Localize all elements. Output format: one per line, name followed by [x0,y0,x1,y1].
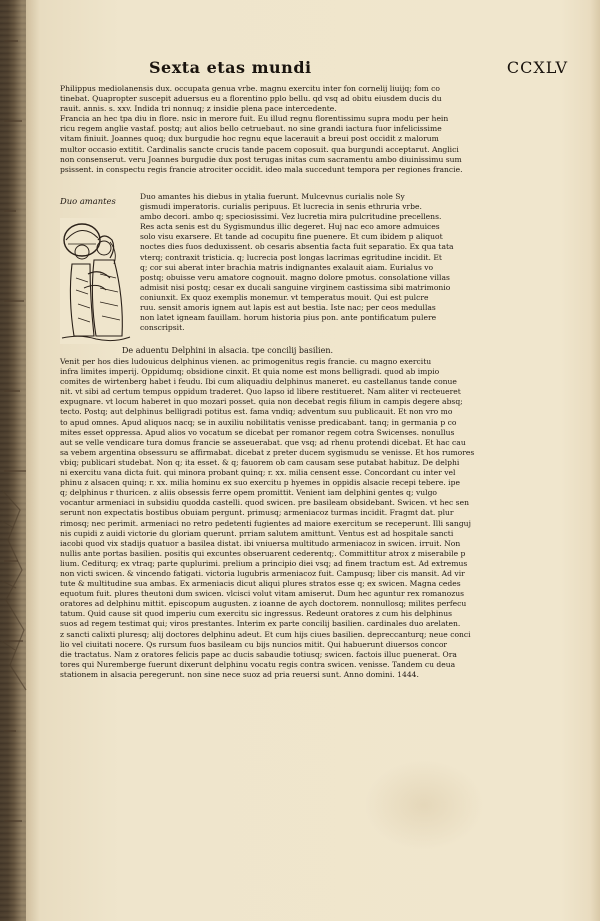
previous-page-edge [0,0,34,921]
text-line: ruu. sensit amoris ignem aut lapis est aut bestia. Iste nac; per ceos medullas [140,303,436,313]
text-line: ni exercitu vana dicta fuit. qui minora probant quinq; r. xx. milia censent esse. Concordant cu inter vel [60,468,456,478]
woodcut-two-lovers-illustration [60,218,132,344]
text-line: lium. Cediturq; ex vtraq; parte quplurimi. prelium a principio diei vsq; ad finem tractum est. Ad extremus [60,558,468,568]
text-line: iacobi quod vix stadijs quatuor a basilea distat. ibi vniuersa multitudo armeniacoz in swicen. irruit. Non [60,538,461,548]
text-line: nullis ante portas basilien. positis qui excuntes obseruarent cederentq;. Committitur atrox z miserabile p [60,548,466,558]
text-line: postq; obuisse veru amatore cognouit. magno dolore pmotus. consolatione villas [140,272,450,282]
text-line: rauit. annis. s. xxv. Indida tri nonnuq; z insidie plena pace intercedente. [60,104,337,114]
text-line: tores qui Nuremberge fuerunt dixerunt delphinu vocatu regis contra swicen. venisse. Tandem cu deua [60,659,456,669]
paragraph-block-philippus [60,84,572,175]
text-line: Res acta senis est du Sygismundus illic degeret. Huj nac eco amore admuices [140,222,440,232]
adjacent-page-woodcut-fragment [0,480,30,700]
text-line: equotum fuit. plures theutoni dum swicen. vlcisci volut vitam amiserut. Dum hec aguntur rex romanozus [60,589,465,599]
text-line: tute & multitudine sua ambas. Ex armeniacis dicut aliqui plures stratos esse q; ex swicen. Magna cedes [60,579,461,589]
text-line: psissent. in conspectu regis francie atrociter occidit. ideo mala succedunt tempora per regiones francie. [60,164,463,174]
text-line: tatum. Quid cause sit quod imperiu cum exercitu sic ingressus. Redeunt oratores z cum his delphinus [60,609,453,619]
text-line: coniunxit. Ex quoz exemplis monemur. vt temperatus mouit. Qui est pulcre [140,292,429,302]
text-line: non consenserut. veru Joannes burgudie dux post terugas initas cum sacramentu ambo diuinissimu sum [60,154,462,164]
text-line: oratores ad delphinu mittit. episcopum augusten. z ioanne de aych doctorem. nonnullosq; milites perfecu [60,599,467,609]
text-line: vitam finiuit. Joannes quoq; dux burgudie hoc regnu eque lacerauit a breui post occidit z malorum [60,134,439,144]
text-line: die tractatus. Nam z oratores felicis pape ac ducis sabaudie totiusq; swicen. factois illuc puenerat. Ora [60,649,457,659]
text-line: mites esset oppressa. Apud alios vo vocatum se dicebat per romanor regem cotra Swicenses. nonullus [60,427,455,437]
text-line: ambo decori. ambo q; speciosissimi. Vez lucretia mira pulcritudine precellens. [140,212,442,222]
book-page [34,0,600,921]
paragraph-block-delphinus [60,357,572,680]
section-heading-delphinus: De aduentu Delphini in alsacia. tpe concilij basilien. [122,346,334,355]
text-line: gismudi imperatoris. curialis peripuus. Et lucrecia in senis ethruria vrbe. [140,202,422,212]
text-line: conscripsit. [140,323,185,333]
text-line: sa vebem argentina obsessuru se affirmabat. dicebat z preter ducem sygismudu se venisse. Et hos rumores [60,447,475,457]
text-line: lio vel ciuitati nocere. Qs rursum fuos basileam cu bijs nuncios mitit. Qui habuerunt diuersos concor [60,639,448,649]
text-line: rimosq; nec perimit. armeniaci no retro pedetenti fugientes ad maiore exercitum se receperunt. Illi sanguj [60,518,471,528]
text-line: serunt non expectatis bostibus obuiam pergunt. primusq; armeniacoz turmas incidit. Fragmt dat. plur [60,508,454,518]
paragraph-block-duo-amantes [140,192,572,333]
folio-number: CCXLV [506,58,568,77]
text-line: z sancti calixti pluresq; alij doctores delphinu adeut. Et cum hijs ciues basilien. depreccanturq; neue conci [60,629,471,639]
running-head: Sexta etas mundi [149,58,312,77]
text-line: ricu regem anglie vastaf. postq; aut alios bello cetruebaut. no sine grandi iactura fuor infelicissime [60,124,442,134]
text-line: non victi swicen. & vincendo fatigati. victoria lugubris armeniacoz fuit. Campusq; liber cis mansit. Ad vir [60,568,465,578]
text-line: non latet igneam fauillam. horum historia pius pon. ante pontificatum pulere [140,313,437,323]
text-line: q; delphinus r thuricen. z aliis obsessis ferre opem promittit. Venient iam delphini gentes q; vulgo [60,488,437,498]
text-line: q; cor sui aberat inter brachia matris indignantes exalauit aiam. Eurialus vo [140,262,434,272]
text-line: tecto. Postq; aut delphinus belligradi potitus est. fama vndiq; adventum suu publicauit. Et non vro mo [60,407,453,417]
text-line: comites de wirtenberg habet i feudu. Ibi cum aliquadiu delphinus maneret. eu castellanus tande conue [60,377,457,387]
text-line: nit. vt sibi ad certum tempus oppidum traderet. Quo lapso id libere restitueret. Nam aliter vi recteueret [60,387,461,397]
woodcut-caption: Duo amantes [60,196,116,206]
text-line: aut se velle vendicare tura domus francie se asseuerabat. que vsq; ad rhenu protendi dicebat. Et hac cau [60,437,466,447]
text-line: vterq; contraxit tristicia. q; lucrecia post longas lacrimas egritudine incidit. Et [140,252,442,262]
text-line: phinu z alsacen quinq; r. xx. milia hominu ex suo exercitu p hyemes in oppidis alsacie recepi tebere. ipe [60,478,460,488]
paper-stain [364,760,484,850]
text-line: Francia an hec tpa diu in flore. nsic in merore fuit. Eu illud regnu florentissimu supra modu per hein [60,114,449,124]
text-line: suos ad regem testimat qui; viros prestantes. Interim ex parte concilij basilien. cardinales duo arelaten. [60,619,461,629]
text-line: noctes dies fuos deduxissent. ob cesaris absentia facta fuit separatio. Ex qua tata [140,242,454,252]
text-line: admisit nisi postq; cesar ex ducali sanguine virginem castissima sibi matrimonio [140,282,451,292]
text-line: Philippus mediolanensis dux. occupata genua vrbe. magnu exercitu inter fon cornelij liuijq; fom co [60,84,440,93]
text-line: nis cupidi z auidi victorie du gloriam querunt. prriam salutem amittunt. Ventus est ad hospitale sancti [60,528,454,538]
text-line: infra limites imperij. Oppidumq; obsidione cinxit. Et quia nome est mons belligradi. quod ab impio [60,367,440,377]
text-line: vbiq; publicari studebat. Non q; ita esset. & q; fauorem ob cam causam sese putabat habituz. De delphi [60,457,460,467]
text-line: tinebat. Quapropter suscepit aduersus eu a florentino pplo bellu. qd vsq ad obitu eiusdem ducis du [60,94,442,104]
text-line: expugnare. vt locum haberet in quo mozari posset. quia non decebat regis filium in campis degere absq; [60,397,463,407]
text-line: Venit per hos dies ludouicus delphinus vienen. ac primogenitus regis francie. cu magno exercitu [60,357,432,366]
text-line: solo visu exarsere. Et tande ad cocupitu fine puenere. Et cum ibidem p aliquot [140,232,443,242]
text-line: Duo amantes his diebus in ytalia fuerunt. Mulcevnus curialis nole Sy [140,192,405,201]
text-line: vocantur armeniaci in subsidiu quodda castelli. quod swicen. pre basileam obsidebant. Swicen. vt hec sen [60,498,469,508]
text-line: to apud omnes. Apud aliquos nacq; se in auxiliu nobilitatis venisse predicabant. tanq; in germania p co [60,417,457,427]
text-line: multor occasio extitit. Cardinalis sancte crucis tande pacem coposuit. qua burgundi acceptarut. Anglici [60,144,459,154]
text-line: stationem in alsacia peregerunt. non sine nece suoz ad pria reuersi sunt. Anno domini. 1444. [60,669,419,679]
